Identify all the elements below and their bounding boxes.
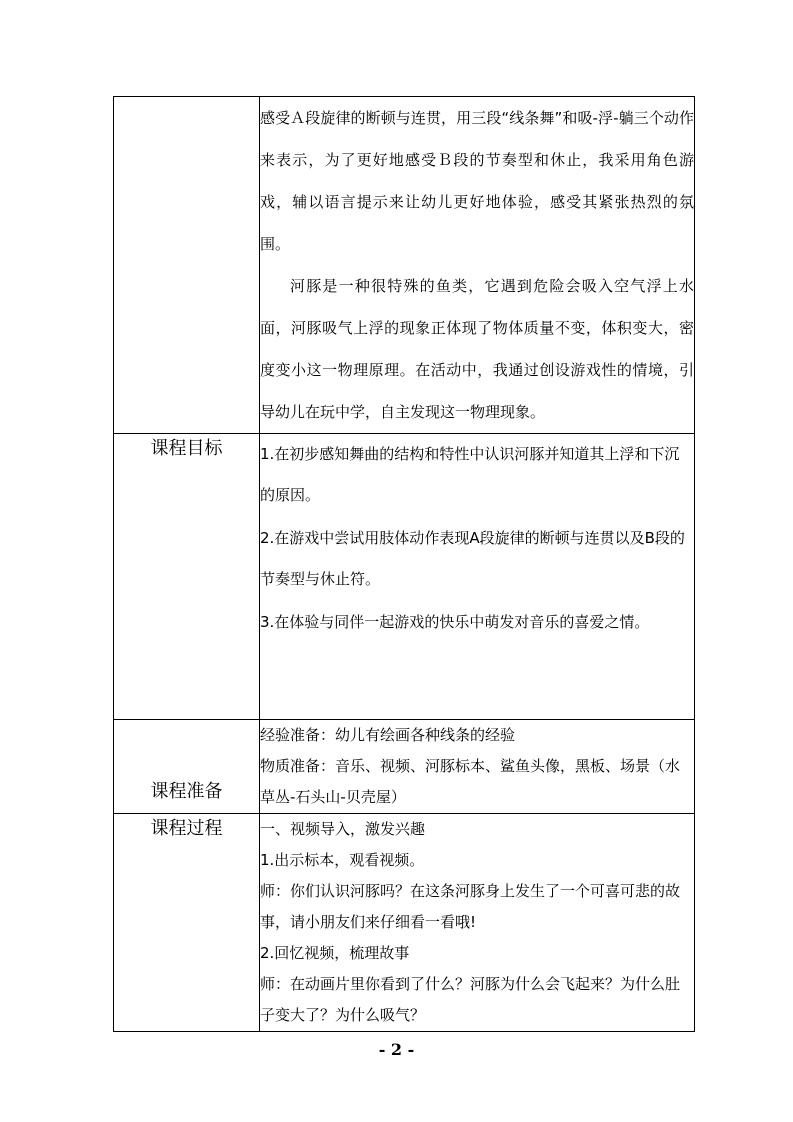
goal-item-1: 1.在初步感知舞曲的结构和特性中认识河豚并知道其上浮和下沉的原因。 bbox=[260, 445, 680, 504]
process-line-4: 2.回忆视频，梳理故事 bbox=[260, 944, 410, 962]
lesson-plan-table bbox=[113, 96, 695, 1032]
process-line-3: 师：你们认识河豚吗？在这条河豚身上发生了一个可喜可悲的故事，请小朋友们来仔细看一看哦! bbox=[260, 882, 681, 931]
preparation-content-cell bbox=[260, 720, 695, 814]
intro-paragraph-2: 河豚是一种很特殊的鱼类，它遇到危险会吸入空气浮上水面，河豚吸气上浮的现象正体现了物体质量不变，体积变大，密度变小这一物理原理。在活动中，我通过创设游戏性的情境，引导幼儿在玩中学，自主发现这一物理现象。 bbox=[260, 277, 694, 421]
page-number: - 2 - bbox=[378, 1040, 415, 1059]
table-row-process bbox=[114, 814, 695, 1032]
goal-item-2: 2.在游戏中尝试用肢体动作表现A段旋律的断顿与连贯以及B段的节奏型与休止符。 bbox=[260, 529, 685, 588]
process-line-5: 师：在动画片里你看到了什么？河豚为什么会飞起来？为什么肚子变大了？为什么吸气？ bbox=[260, 975, 681, 1024]
goals-content-cell bbox=[260, 434, 695, 720]
goal-item-3: 3.在体验与同伴一起游戏的快乐中萌发对音乐的喜爱之情。 bbox=[260, 613, 650, 631]
intro-paragraph-1: 感受Ａ段旋律的断顿与连贯，用三段“线条舞”和吸-浮-躺三个动作来表示，为了更好地感受Ｂ段的节奏型和休止，我采用角色游戏，辅以语言提示来让幼儿更好地体验，感受其紧张热烈的氛围。 bbox=[260, 109, 694, 253]
row-label-process: 课程过程 bbox=[114, 814, 260, 1032]
process-line-1: 一、视频导入，激发兴趣 bbox=[260, 820, 426, 838]
process-line-2: 1.出示标本，观看视频。 bbox=[260, 851, 425, 869]
process-content-cell bbox=[260, 814, 695, 1032]
table-row-intro bbox=[114, 97, 695, 434]
intro-content-cell bbox=[260, 97, 695, 434]
preparation-line-2: 物质准备：音乐、视频、河豚标本、鲨鱼头像，黑板、场景（水草丛-石头山-贝壳屋） bbox=[260, 757, 681, 806]
table-row-goals bbox=[114, 434, 695, 720]
preparation-line-1: 经验准备：幼儿有绘画各种线条的经验 bbox=[260, 726, 516, 744]
row-label-preparation bbox=[114, 720, 260, 814]
row-label-preparation-text: 课程准备 bbox=[150, 781, 223, 802]
row-label-empty bbox=[114, 97, 260, 434]
row-label-goals: 课程目标 bbox=[114, 434, 260, 720]
table-row-preparation bbox=[114, 720, 695, 814]
